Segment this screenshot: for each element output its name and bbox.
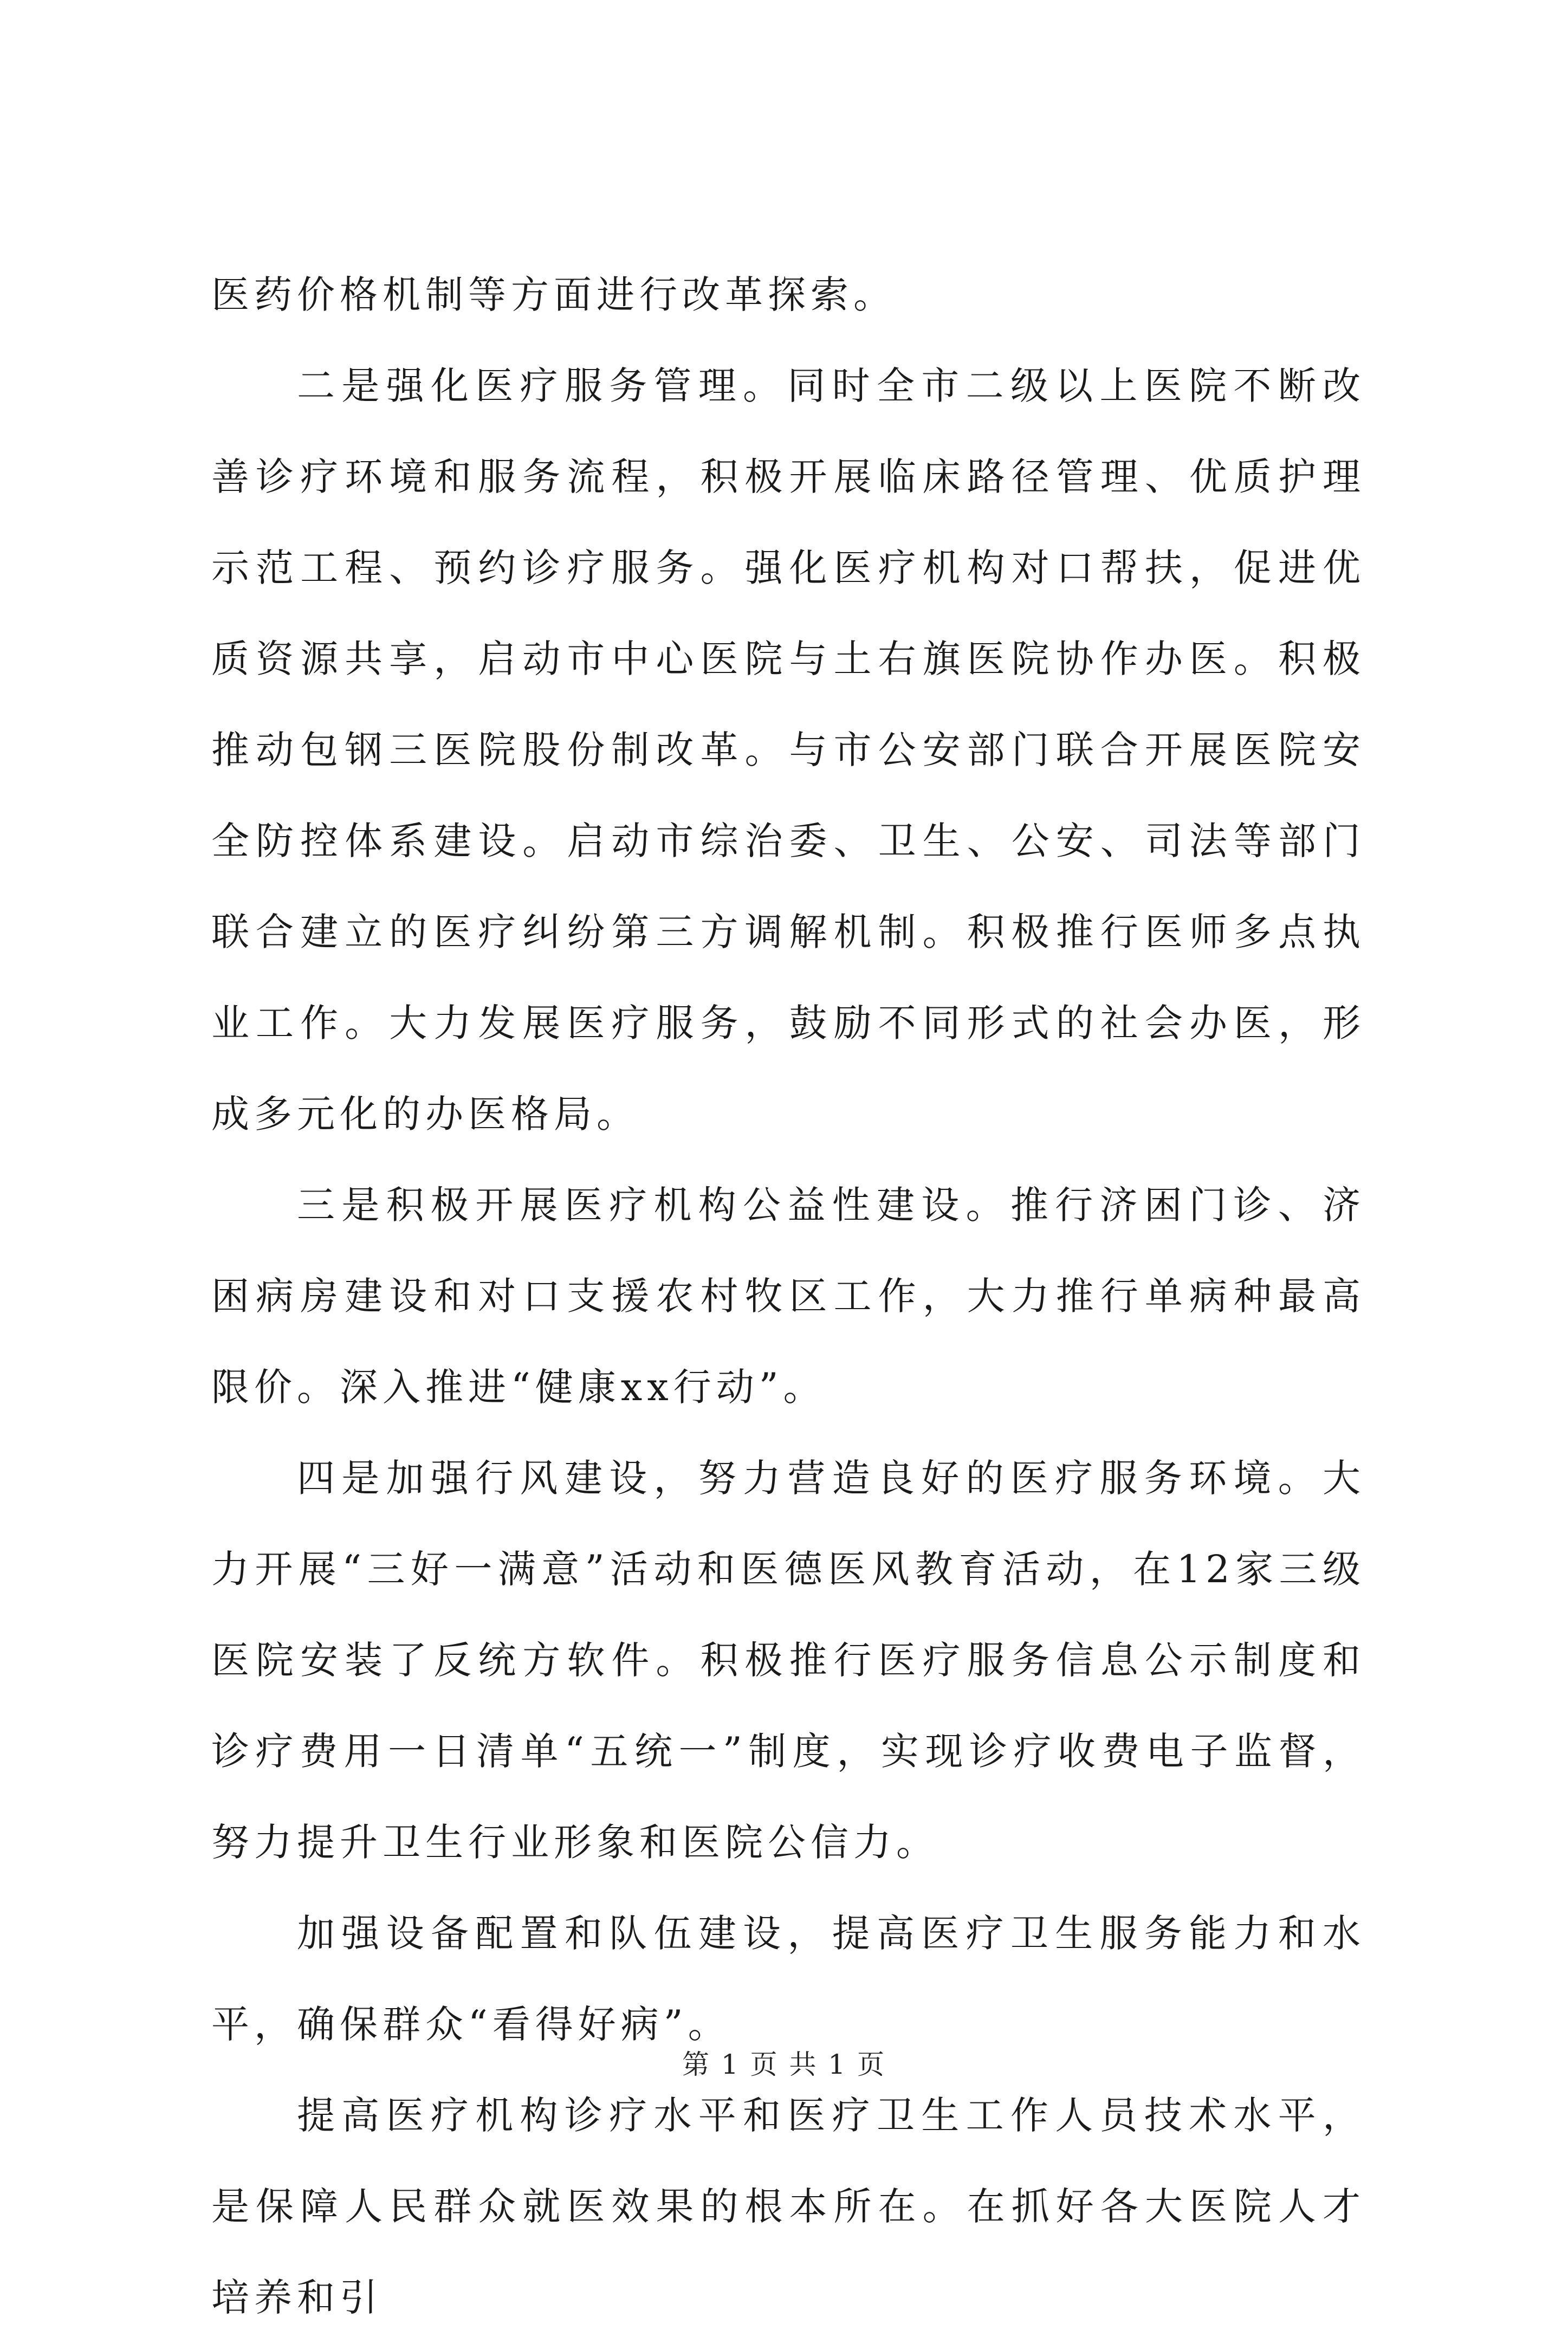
paragraph-medical-service-management: 二是强化医疗服务管理。同时全市二级以上医院不断改善诊疗环境和服务流程，积极开展临床路径管理、优质护理示范工程、预约诊疗服务。强化医疗机构对口帮扶，促进优质资源共享，启动市中心医院与土右旗医院协作办医。积极推动包钢三医院股份制改革。与市公安部门联合开展医院安全防控体系建设。启动市综治委、卫生、公安、司法等部门联合建立的医疗纠纷第三方调解机制。积极推行医师多点执业工作。大力发展医疗服务，鼓励不同形式的社会办医，形成多元化的办医格局。 [211,364,1365,1136]
paragraph-continuation: 医药价格机制等方面进行改革探索。 [211,273,896,317]
document-body [211,249,1365,2343]
page-footer: 第 1 页 共 1 页 [682,2049,886,2080]
paragraph-conduct-building: 四是加强行风建设，努力营造良好的医疗服务环境。大力开展“三好一满意”活动和医德医风教育活动，在12家三级医院安装了反统方软件。积极推行医疗服务信息公示制度和诊疗费用一日清单“五统一”制度，实现诊疗收费电子监督，努力提升卫生行业形象和医院公信力。 [211,1456,1365,1865]
paragraph-technical-level: 提高医疗机构诊疗水平和医疗卫生工作人员技术水平，是保障人民群众就医效果的根本所在。在抓好各大医院人才培养和引 [211,2093,1365,2320]
paragraph-equipment-staffing: 加强设备配置和队伍建设，提高医疗卫生服务能力和水平，确保群众“看得好病”。 [211,1911,1365,2047]
paragraph-public-welfare: 三是积极开展医疗机构公益性建设。推行济困门诊、济困病房建设和对口支援农村牧区工作，大力推行单病种最高限价。深入推进“健康xx行动”。 [211,1183,1365,1409]
